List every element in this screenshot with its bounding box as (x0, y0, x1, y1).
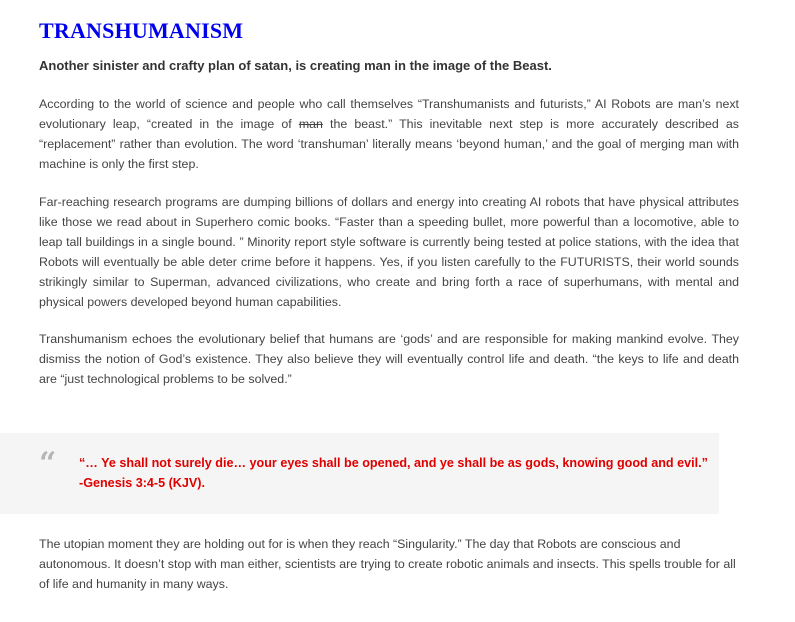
paragraph-intro-text-start: According to the world of science and people who call themselves “Transhumanists and futurists,” AI Robots are man’s next evolutionary leap, “created in the image of (39, 97, 739, 131)
struck-word: man (298, 117, 323, 131)
paragraph-intro (39, 94, 739, 174)
quote-mark-icon: “ (39, 446, 57, 481)
paragraph-research: Far-reaching research programs are dumping billions of dollars and energy into creating AI robots that have physical attributes like those we read about in Superhero comic books. “Faster than a speeding bullet, more powerful than a locomotive, able to leap tall buildings in a single bound. ” Minority report style software is currently being tested at police stations, with the idea that Robots will eventually be able deter crime before it happens. Yes, if you listen carefully to the FUTURISTS, their world sounds strikingly similar to Superman, advanced civilizations, who create and bring forth a race of superhumans, with mental and physical powers developed beyond human capabilities. (39, 195, 739, 309)
article-title: TRANSHUMANISM (39, 18, 244, 43)
paragraph-singularity: The utopian moment they are holding out for is when they reach “Singularity.” The day that Robots are conscious and autonomous. It doesn’t stop with man either, scientists are trying to create robotic animals and insects. This spells trouble for all of life and humanity in many ways. (39, 537, 736, 591)
article-subtitle: Another sinister and crafty plan of satan, is creating man in the image of the Beast. (39, 58, 552, 73)
paragraph-beliefs: Transhumanism echoes the evolutionary belief that humans are ‘gods’ and are responsible for making mankind evolve. They dismiss the notion of God’s existence. They also believe they will eventually control life and death. “the keys to life and death are “just technological problems to be solved.” (39, 332, 739, 386)
blockquote-text: “… Ye shall not surely die… your eyes shall be opened, and ye shall be as gods, knowing good and evil.” -Genesis 3:4-5 (KJV). (79, 456, 708, 490)
paragraph-intro-text-end: the beast.” This inevitable next step is more accurately described as “replacement” rather than evolution. The word ‘transhuman’ literally means ‘beyond human,’ and the goal of merging man with machine is only the first step. (39, 117, 739, 171)
